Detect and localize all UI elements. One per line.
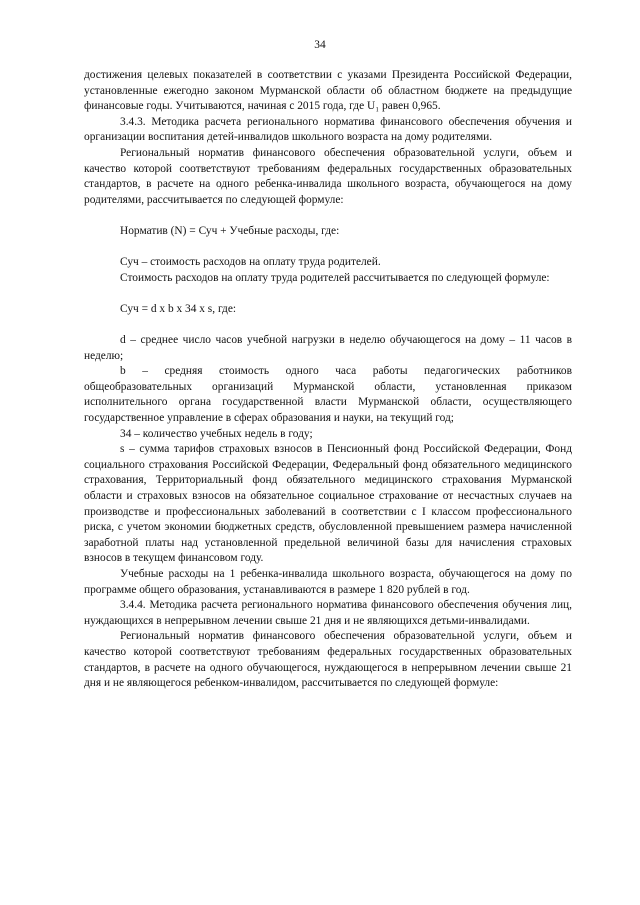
spacer: [84, 208, 572, 224]
formula-such: Суч = d x b x 34 x s, где:: [120, 302, 237, 315]
definition-b: b – средняя стоимость одного часа работы педагогических работников общеобразовательных организаций Мурманской области, установленная приказом исполнительного органа государственной власти Мурманской области, осуществляющего государственное управление в сферах образования и науки, на текущий год;: [84, 365, 572, 425]
paragraph-normative-intro: Региональный норматив финансового обеспечения образовательной услуги, объем и качество которой соответствуют требованиям федеральных государственных образовательных стандартов, в расчете на одного ребенка-инвалида школьного возраста, обучающегося на дому родителями, рассчитывается по следующей формуле:: [84, 146, 572, 206]
section-heading-3-4-3: 3.4.3. Методика расчета регионального норматива финансового обеспечения обучения и организации воспитания детей-инвалидов школьного возраста на дому родителями.: [84, 115, 572, 144]
paragraph-continuation: достижения целевых показателей в соответствии с указами Президента Российской Федерации, установленные ежегодно законом Мурманской области об областном бюджете на предыдущие финансовые годы. Учитываются, начиная с 2015 года, где U₁ равен 0,965.: [84, 69, 572, 113]
definition-34: 34 – количество учебных недель в году;: [120, 427, 313, 440]
paragraph-normative-treatment: Региональный норматив финансового обеспечения образовательной услуги, объем и качество которой соответствуют требованиям федеральных государственных образовательных стандартов, в расчете на одного обучающегося, нуждающегося в непрерывном лечении свыше 21 дня и не являющегося ребенком-инвалидом, рассчитывается по следующей формуле:: [84, 630, 572, 690]
paragraph-study-expenses: Учебные расходы на 1 ребенка-инвалида школьного возраста, обучающегося на дому по программе общего образования, устанавливаются в размере 1 820 рублей в год.: [84, 568, 572, 596]
spacer: [84, 240, 572, 256]
section-heading-3-4-4: 3.4.4. Методика расчета регионального норматива финансового обеспечения обучения лиц, нуждающихся в непрерывном лечении свыше 21 дня и не являющихся детьми-инвалидами.: [84, 599, 572, 627]
definition-such: Суч – стоимость расходов на оплату труда родителей.: [120, 256, 381, 269]
spacer: [84, 286, 572, 302]
document-body: [84, 68, 572, 692]
spacer: [84, 318, 572, 334]
definition-s: s – сумма тарифов страховых взносов в Пенсионный фонд Российской Федерации, Фонд социального страхования Российской Федерации, Федеральный фонд обязательного медицинского страхования, Территориальный фонд обязательного медицинского страхования Мурманской области и страховых взносов на обязательное социальное страхование от несчастных случаев на производстве и профессиональных заболеваний в соответствии с I классом профессионального риска, с учетом экономии бюджетных средств, обусловленной превышением размера начисленной заработной платы над установленной предельной величиной базы для начисления страховых взносов в текущем финансовом году.: [84, 443, 572, 565]
formula-normative: Норматив (N) = Суч + Учебные расходы, где:: [120, 224, 340, 237]
paragraph-cost-intro: Стоимость расходов на оплату труда родителей рассчитывается по следующей формуле:: [120, 271, 550, 284]
page-number: 34: [314, 39, 326, 51]
definition-d: d – среднее число часов учебной нагрузки в неделю обучающегося на дому – 11 часов в неделю;: [84, 334, 572, 362]
